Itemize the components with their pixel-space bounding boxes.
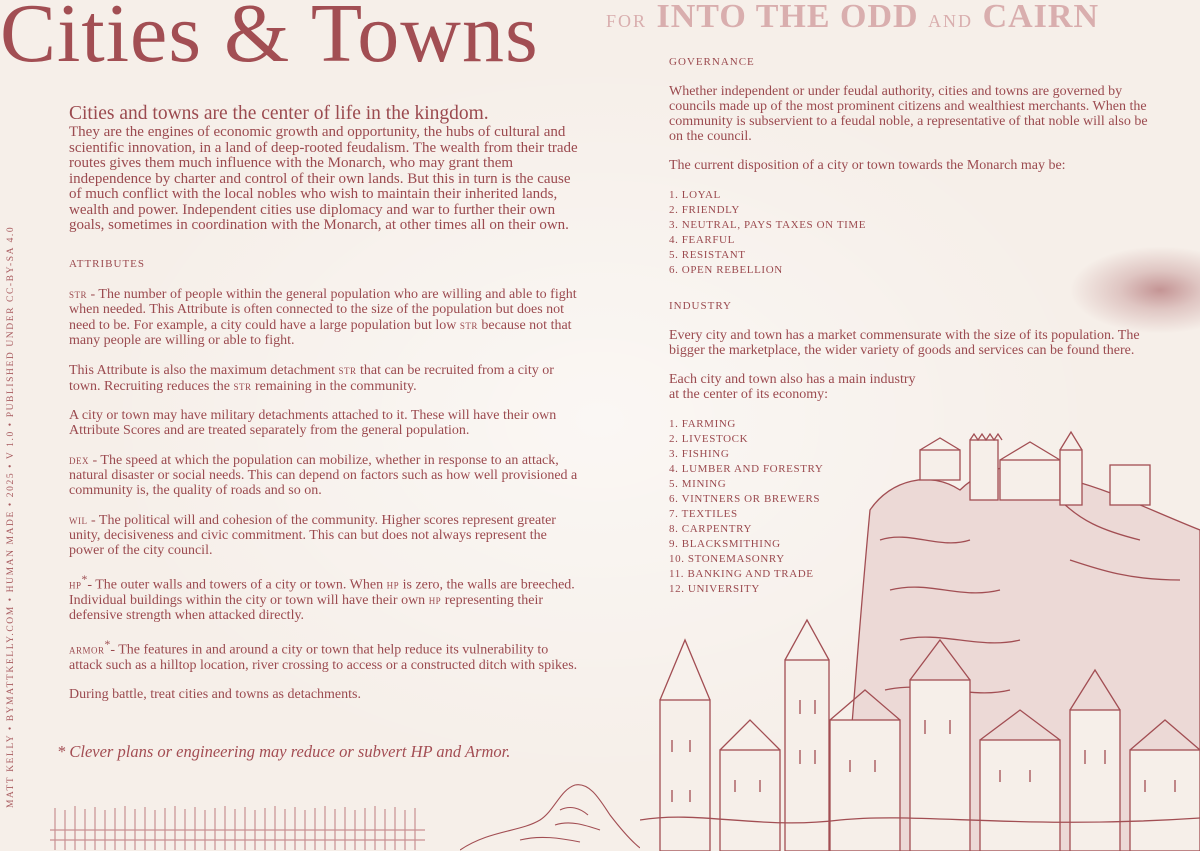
list-item: 4. LUMBER AND FORESTRY: [669, 463, 824, 475]
governance-text: Whether independent or under feudal authority, cities and towns are governed by councils made up of the most prominent citizens and wealthiest merchants. When the community is subservient to a feudal noble, a representative of that noble will also be on the council.: [669, 84, 1148, 144]
intro-lede: Cities and towns are the center of life in the kingdom.: [69, 103, 489, 124]
list-item: 1. LOYAL: [669, 189, 721, 201]
armor-text: - The features in and around a city or town that help reduce its vulnerability to attack such as a hilltop location, river crossing to access or a constructed ditch with spikes.: [69, 642, 578, 673]
attributes-heading: attributes: [69, 253, 145, 271]
hp-b: is zero, the walls are breeched. Individual buildings within the city or town will have their own: [69, 577, 575, 609]
list-item: 3. NEUTRAL, PAYS TAXES ON TIME: [669, 219, 867, 231]
subtitle-game1: INTO THE ODD: [656, 0, 919, 35]
str-paragraph: [69, 286, 581, 348]
list-item: 4. FEARFUL: [669, 234, 735, 246]
hill-illustration-icon: [460, 770, 640, 851]
industry-intro-1: Each city and town also has a main industry: [669, 372, 916, 387]
subtitle-and: AND: [928, 11, 974, 31]
industry-text: Every city and town has a market commensurate with the size of its population. The bigger the marketplace, the wider variety of goods and services can be found there.: [669, 328, 1140, 358]
dex-paragraph: [69, 452, 581, 498]
str-label: str: [69, 285, 88, 301]
intro-body: They are the engines of economic growth and opportunity, the hubs of cultural and scientific innovation, in a land of deep-rooted feudalism. The wealth from their trade routes gives them much influence with the Monarch, who may grant them independence by charter and control of their own lands. But this in turn is the cause of much conflict with the local nobles who wish to maintain their inherited lands, wealth and power. Independent cities use diplomacy and war to further their own goals, sometimes in coordination with the Monarch, at other times all on their own.: [69, 124, 578, 233]
list-item: 1. FARMING: [669, 418, 736, 430]
city-illustration-icon: [640, 420, 1200, 851]
str2-b: that can be recruited from a city or town. Recruiting reduces the: [69, 362, 554, 394]
list-item: 8. CARPENTRY: [669, 523, 752, 535]
page-subtitle: [606, 0, 1099, 34]
list-item: 2. FRIENDLY: [669, 204, 740, 216]
str2-a: This Attribute is also the maximum detachment: [69, 362, 339, 378]
hp-label-2: hp: [386, 576, 400, 592]
str-text-end: because not that many people are willing or able to fight.: [69, 317, 572, 348]
str2-c: remaining in the community.: [251, 378, 417, 394]
subtitle-game2: CAIRN: [982, 0, 1100, 35]
list-item: 10. STONEMASONRY: [669, 553, 785, 565]
fence-illustration-icon: [50, 800, 430, 851]
footnote: * Clever plans or engineering may reduce or subvert HP and Armor.: [57, 742, 511, 761]
list-item: 7. TEXTILES: [669, 508, 738, 520]
str2-label: str: [338, 361, 357, 377]
dex-label: dex: [69, 451, 89, 467]
list-item: 6. VINTNERS OR BREWERS: [669, 493, 821, 505]
disposition-list: [669, 188, 1164, 278]
hp-label-3: hp: [428, 592, 442, 608]
str-label-2: str: [459, 316, 478, 332]
subtitle-for: FOR: [606, 11, 648, 31]
military-paragraph: A city or town may have military detachments attached to it. These will have their own Attribute Scores and are treated separately from the general population.: [69, 407, 557, 438]
wil-label: wil: [69, 511, 88, 527]
page-title: Cities & Towns: [0, 0, 539, 80]
governance-heading: governance: [669, 52, 755, 69]
dex-text: - The speed at which the population can mobilize, whether in response to an attack, natural disaster or social needs. This can depend on factors such as how well provisioned a community is, the quality of roads and so on.: [69, 452, 578, 498]
armor-star: *: [104, 638, 111, 652]
hp-a: - The outer walls and towers of a city or town. When: [87, 577, 387, 593]
list-item: 5. MINING: [669, 478, 727, 490]
wil-paragraph: [69, 512, 581, 558]
list-item: 2. LIVESTOCK: [669, 433, 749, 445]
list-item: 5. RESISTANT: [669, 249, 746, 261]
armor-label: armor: [69, 641, 105, 657]
list-item: 6. OPEN REBELLION: [669, 264, 783, 276]
battle-paragraph: During battle, treat cities and towns as detachments.: [69, 686, 361, 702]
disposition-intro: The current disposition of a city or town towards the Monarch may be:: [669, 158, 1066, 173]
left-column: [69, 103, 581, 702]
list-item: 3. FISHING: [669, 448, 730, 460]
side-credit: MATT KELLY • BYMATTKELLY.COM • HUMAN MADE • 2025 • V 1.0 • PUBLISHED UNDER CC-BY-SA 4.0: [6, 225, 16, 808]
str-recruit-paragraph: [69, 362, 581, 394]
str-text: - The number of people within the general population who are willing and able to fight when needed. This Attribute is often connected to the size of the population but does not need to be. For example, a city could have a large population but low: [69, 286, 577, 333]
armor-paragraph: [69, 637, 581, 673]
industry-heading: industry: [669, 296, 733, 313]
hp-c: representing their defensive strength when attacked directly.: [69, 593, 544, 624]
hp-star: *: [81, 572, 88, 586]
hp-label: hp: [69, 576, 82, 592]
list-item: 12. UNIVERSITY: [669, 583, 760, 595]
wil-text: - The political will and cohesion of the community. Higher scores represent greater unity, decisiveness and civic commitment. This can but does not always represent the power of the city council.: [69, 512, 556, 558]
industry-intro-2: at the center of its economy:: [669, 387, 828, 402]
list-item: 9. BLACKSMITHING: [669, 538, 781, 550]
str2-label-2: str: [233, 377, 252, 393]
hp-paragraph: [69, 572, 581, 624]
list-item: 11. BANKING AND TRADE: [669, 568, 814, 580]
